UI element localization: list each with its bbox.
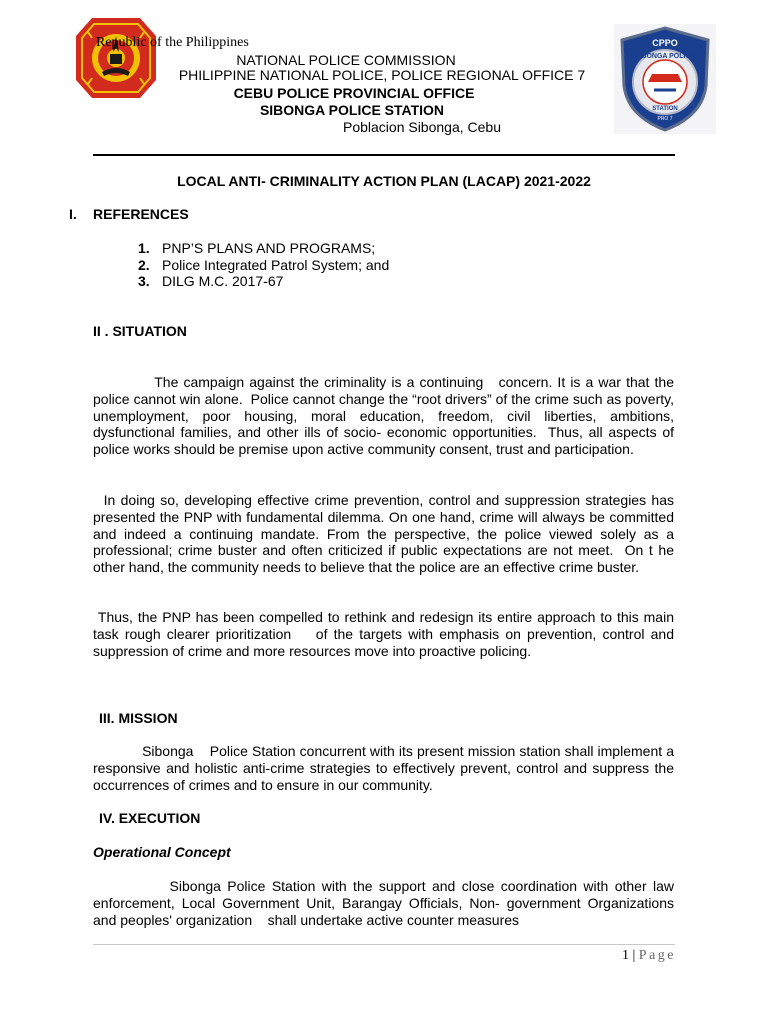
header-pnp-region: PHILIPPINE NATIONAL POLICE, POLICE REGIONAL OFFICE 7 [178, 67, 586, 83]
footer-divider [93, 944, 675, 945]
reference-number: 2. [138, 257, 150, 273]
mission-paragraph: Sibonga Police Station concurrent with its present mission station shall implement a responsive and holistic anti-crime strategies to effectively prevent, control and suppress the occurrences of crimes and to ensure in our community. [93, 743, 678, 793]
page-separator: | [632, 948, 636, 963]
header-divider [93, 154, 675, 156]
section-mission-heading: III. MISSION [99, 710, 178, 726]
execution-paragraph: Sibonga Police Station with the support and close coordination with other law enforcement, Local Government Unit, Barangay Officials, Non- government Organizations and peoples' organization shall undertake active counter measures [93, 878, 678, 928]
section-title: REFERENCES [93, 206, 189, 222]
reference-text: PNP’S PLANS AND PROGRAMS; [162, 240, 376, 256]
reference-item [138, 257, 389, 273]
page-number: 1 [621, 948, 629, 963]
header-napolcom: NATIONAL POLICE COMMISSION [236, 52, 456, 68]
section-numeral: I. [69, 206, 77, 222]
situation-paragraph-1: The campaign against the criminality is a continuing concern. It is a war that the police cannot win alone. Police cannot change the “root drivers” of the crime such as poverty, unemployment, poor housing, moral education, freedom, civil liberties, ambitions, dysfunctional families, and other ills of socio- economic opportunities. Thus, all aspects of police works should be premise upon active community consent, trust and participation. [93, 374, 678, 458]
reference-text: Police Integrated Patrol System; and [162, 257, 390, 273]
reference-item [138, 240, 375, 256]
reference-item [138, 273, 283, 289]
badge-ring-text: SIBONGA POLICE [634, 53, 696, 60]
reference-number: 3. [138, 273, 150, 289]
situation-paragraph-3: Thus, the PNP has been compelled to rethink and redesign its entire approach to this main task rough clearer prioritization of the targets with emphasis on prevention, control and suppression of crime and more resources move into proactive policing. [93, 609, 678, 659]
situation-paragraph-2: In doing so, developing effective crime prevention, control and suppression strategies has presented the PNP with fundamental dilemma. On one hand, crime will always be committed and indeed a continuing mandate. From the perspective, the police viewed solely as a professional; crime buster and often criticized if public expectations are not meet. On t he other hand, the community needs to believe that the police are an effective crime buster. [93, 492, 678, 576]
reference-text: DILG M.C. 2017-67 [162, 273, 284, 289]
page-label: Page [638, 948, 676, 963]
reference-number: 1. [138, 240, 150, 256]
header-provincial-office: CEBU POLICE PROVINCIAL OFFICE [233, 85, 475, 101]
section-execution-heading: IV. EXECUTION [99, 810, 201, 826]
badge-top-text: CPPO [652, 38, 678, 48]
section-situation-heading: II . SITUATION [93, 323, 187, 339]
operational-concept-subheading: Operational Concept [93, 844, 231, 860]
header-republic: Republic of the Philippines [96, 35, 249, 50]
header-station: SIBONGA POLICE STATION [259, 102, 445, 118]
section-references-heading [69, 206, 189, 222]
badge-bottom-text: STATION [652, 106, 678, 112]
header-address: Poblacion Sibonga, Cebu [342, 119, 501, 135]
document-title: LOCAL ANTI- CRIMINALITY ACTION PLAN (LACAP) 2021-2022 [177, 173, 591, 189]
badge-small-text: PRO 7 [657, 116, 673, 122]
page-footer [560, 948, 676, 964]
